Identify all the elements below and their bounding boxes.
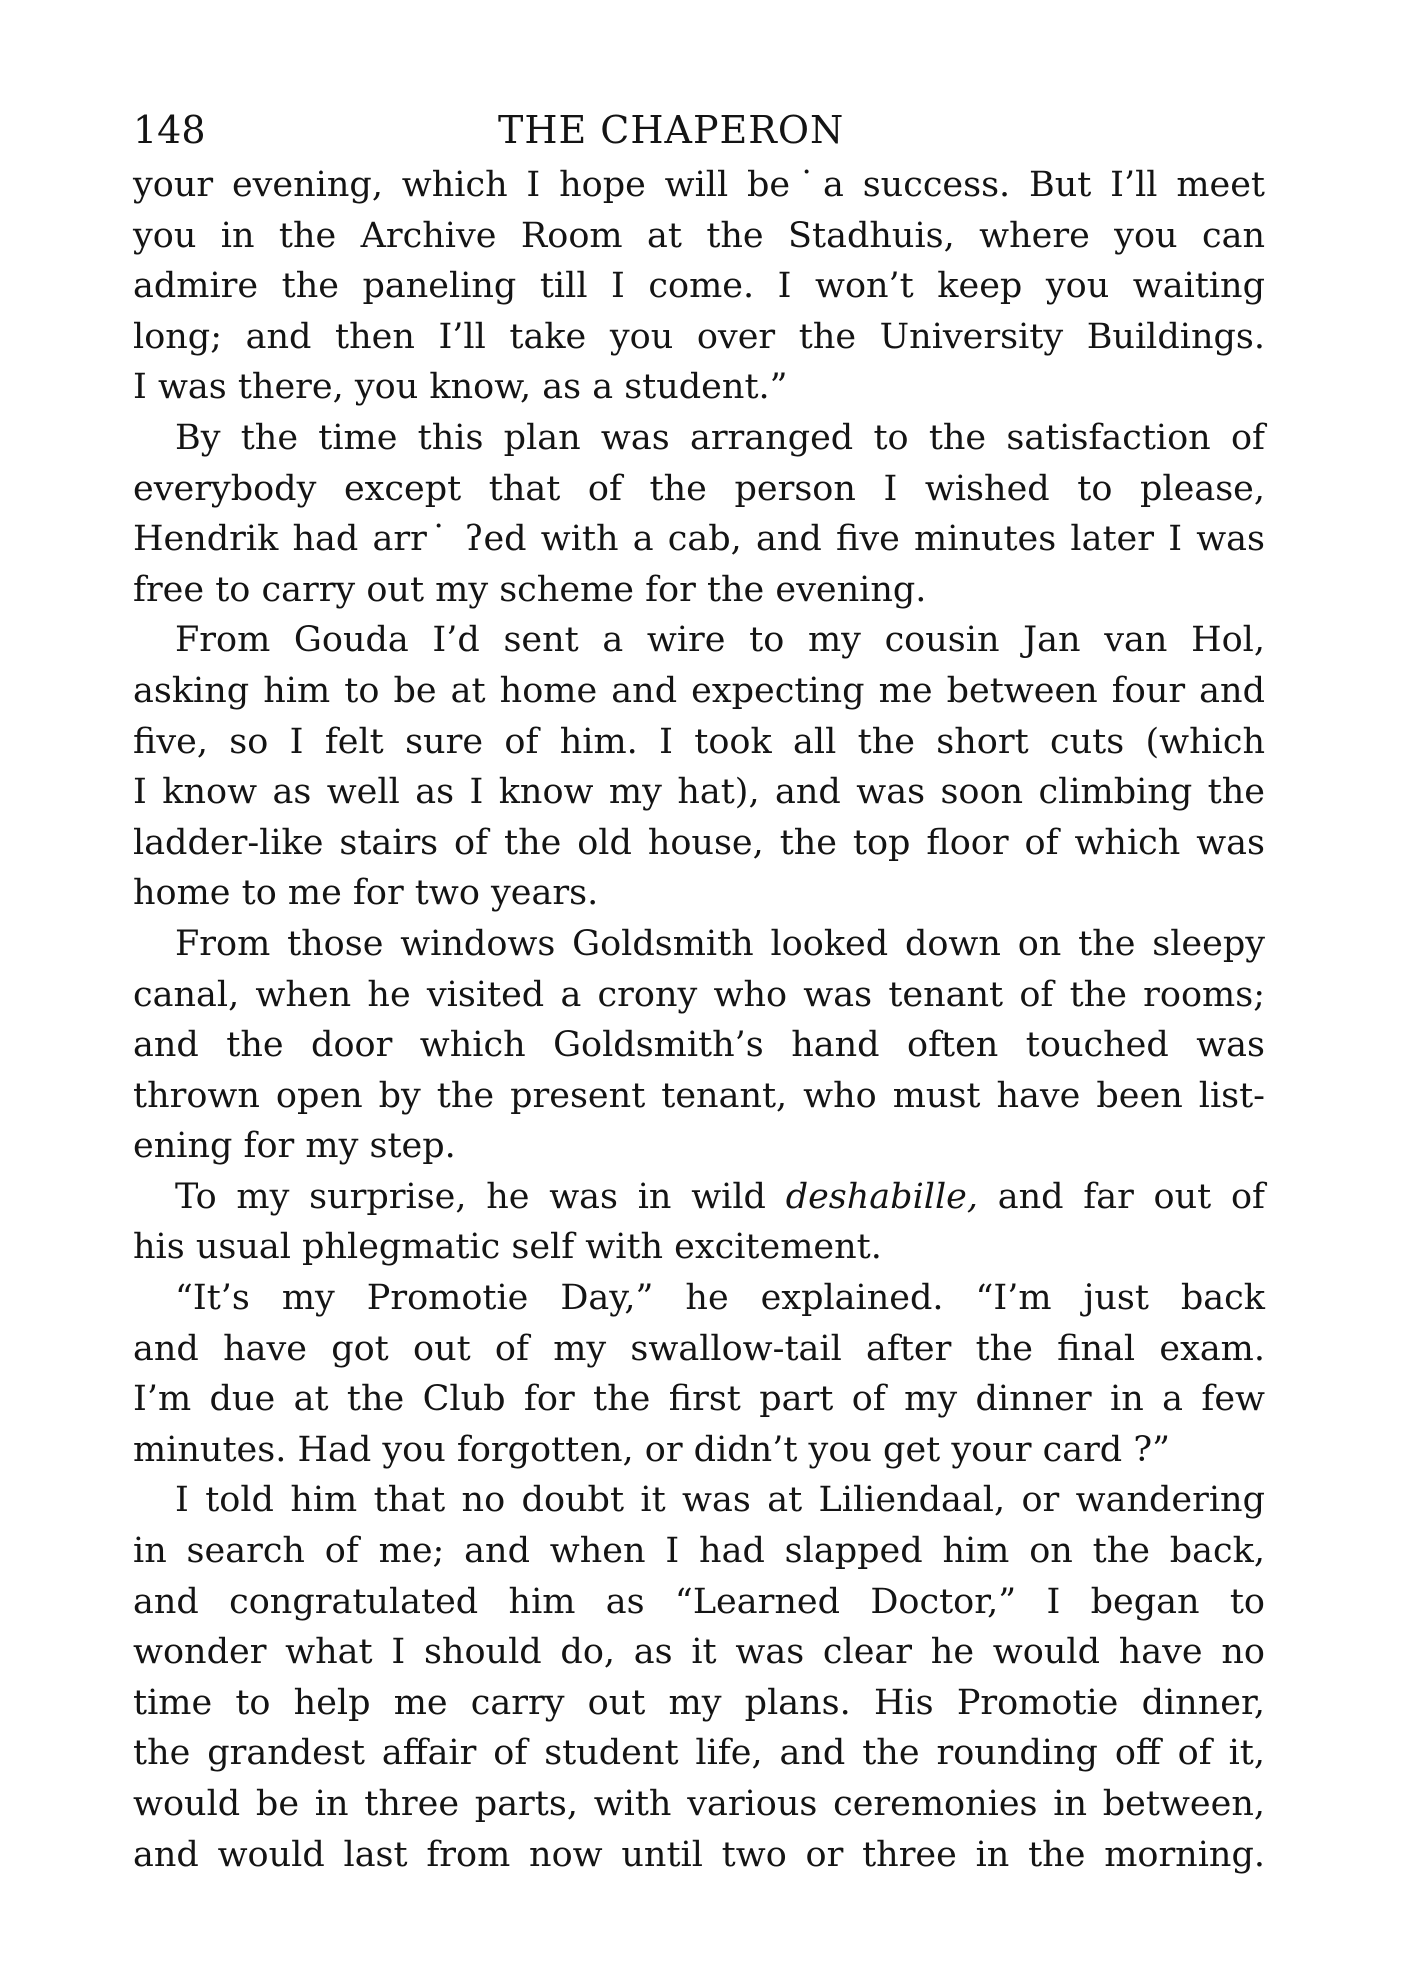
text-line: in search of me; and when I had slapped him on the back,	[133, 1531, 1265, 1572]
paragraph	[133, 413, 1265, 615]
text-line: and congratulated him as “Learned Doctor,” I began to	[133, 1581, 1265, 1622]
text-line: I know as well as I know my hat), and was soon climbing the	[133, 772, 1265, 813]
text-line: you in the Archive Room at the Stadhuis, where you can	[133, 215, 1265, 256]
paragraph	[133, 1172, 1265, 1273]
text-line: and the door which Goldsmith’s hand often touched was	[133, 1025, 1265, 1066]
running-head	[133, 108, 1265, 152]
text-line: canal, when he visited a crony who was tenant of the rooms;	[133, 974, 1265, 1015]
text-line: ening for my step.	[133, 1126, 456, 1167]
text-run: To my surprise, he was in wild	[175, 1176, 786, 1217]
text-line: From Gouda I’d sent a wire to my cousin Jan van Hol,	[175, 620, 1265, 661]
text-line: ladder-like stairs of the old house, the top floor of which was	[133, 822, 1265, 863]
text-line: would be in three parts, with various ceremonies in between,	[133, 1784, 1265, 1824]
text-line	[133, 1172, 1265, 1223]
body-text	[133, 160, 1265, 1880]
italic-term: deshabille,	[785, 1176, 978, 1217]
text-line: free to carry out my scheme for the evening.	[133, 569, 927, 610]
text-line: his usual phlegmatic self with excitement.	[133, 1227, 882, 1268]
text-line: your evening, which I hope will be˙a success. But I’ll meet	[133, 165, 1265, 205]
text-line: wonder what I should do, as it was clear he would have no	[133, 1632, 1265, 1673]
text-line: I told him that no doubt it was at Liliendaal, or wandering	[175, 1480, 1265, 1521]
text-line: time to help me carry out my plans. His Promotie dinner,	[133, 1682, 1265, 1723]
text-run: and far out of	[978, 1176, 1265, 1217]
text-line: Hendrik had arr˙ ʔed with a cab, and five minutes later I was	[133, 519, 1265, 560]
paragraph	[133, 615, 1265, 919]
paragraph	[133, 160, 1265, 413]
text-line: “It’s my Promotie Day,” he explained. “I’m just back	[175, 1278, 1265, 1319]
paragraph	[133, 1475, 1265, 1880]
text-line: I was there, you know, as a student.”	[133, 367, 788, 408]
text-line: and would last from now until two or three in the morning.	[133, 1834, 1265, 1875]
text-line: long; and then I’ll take you over the University Buildings.	[133, 316, 1265, 357]
text-line: the grandest affair of student life, and the rounding off of it,	[133, 1733, 1265, 1774]
text-line: asking him to be at home and expecting me between four and	[133, 670, 1265, 711]
text-line: admire the paneling till I come. I won’t keep you waiting	[133, 266, 1265, 307]
text-line: minutes. Had you forgotten, or didn’t you get your card ?”	[133, 1429, 1170, 1470]
page-number: 148	[133, 108, 206, 152]
text-line: everybody except that of the person I wished to please,	[133, 468, 1265, 509]
text-line: and have got out of my swallow-tail after the final exam.	[133, 1328, 1265, 1369]
book-page	[133, 108, 1265, 1880]
paragraph	[133, 1273, 1265, 1475]
text-line: thrown open by the present tenant, who must have been list-	[133, 1075, 1265, 1116]
running-title: THE CHAPERON	[498, 108, 845, 152]
text-line: home to me for two years.	[133, 873, 599, 914]
text-line: five, so I felt sure of him. I took all the short cuts (which	[133, 721, 1265, 762]
text-line: By the time this plan was arranged to the satisfaction of	[175, 417, 1265, 458]
text-line: I’m due at the Club for the first part of my dinner in a few	[133, 1379, 1265, 1420]
text-line: From those windows Goldsmith looked down on the sleepy	[175, 923, 1265, 964]
paragraph	[133, 919, 1265, 1172]
